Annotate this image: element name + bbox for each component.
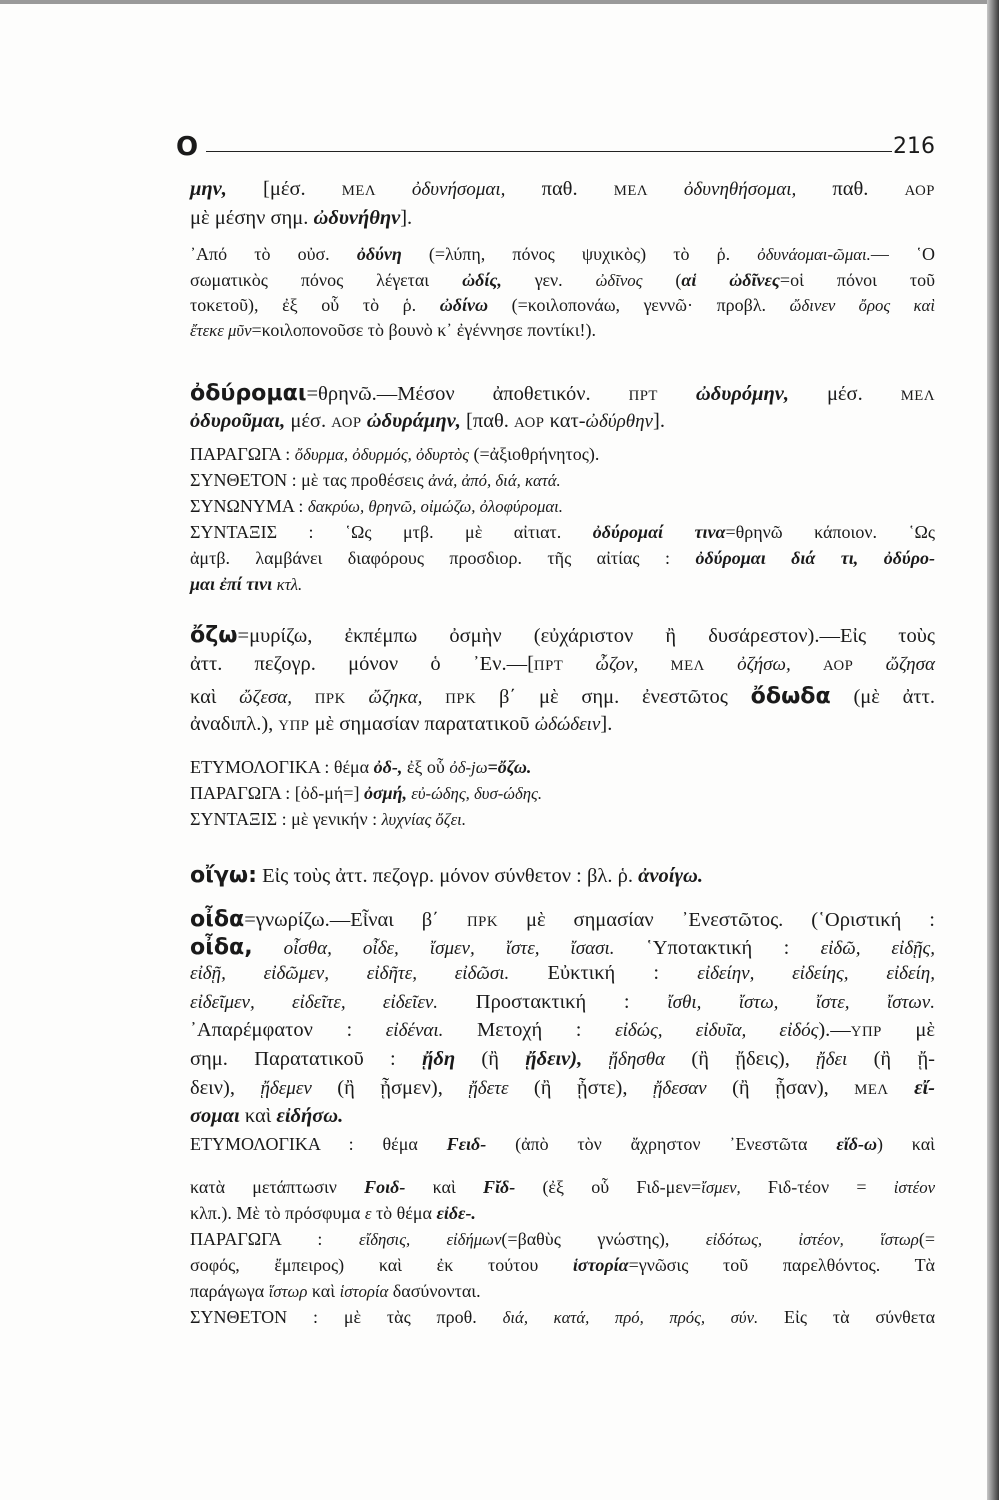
bold-italic-segment: ὠδυνήθην <box>313 207 401 229</box>
bold-italic-segment: ὀδύνη <box>356 244 402 264</box>
italic-segment: κτλ. <box>276 575 303 594</box>
bold-italic-segment: ὠδίς, <box>462 270 502 290</box>
italic-segment: ὦζον, <box>595 654 639 675</box>
text-segment: (ἢ <box>455 1048 526 1070</box>
abbreviation: ΠΡΚ <box>445 691 477 707</box>
text-segment: ]. <box>400 207 413 229</box>
text-line <box>190 178 935 201</box>
text-segment: παράγωγα <box>190 1281 269 1301</box>
text-segment: (ἢ ᾔ- <box>847 1048 935 1070</box>
section-letter: Ο <box>176 132 199 162</box>
text-segment <box>582 1048 608 1070</box>
bold-italic-segment: Ϝῐδ- <box>483 1177 516 1197</box>
bold-italic-segment: ὀδύρομαι διά τι, ὀδύρο- <box>695 548 936 568</box>
abbreviation: ΠΡΚ <box>314 691 346 707</box>
text-segment: — ῾Ο <box>870 244 935 264</box>
text-segment: ΣΥΝΘΕΤΟΝ : μὲ τας προθέσεις <box>190 470 429 490</box>
italic-segment: ἵστωρ <box>268 1282 308 1301</box>
abbreviation: ΠΡΤ <box>533 658 564 674</box>
text-segment: παθ. <box>796 178 905 200</box>
text-segment <box>658 383 696 405</box>
abbreviation: ΜΕΛ <box>341 183 377 199</box>
text-segment: ) καὶ <box>876 1134 935 1154</box>
italic-segment: λυχνίας ὄζει. <box>381 810 467 829</box>
text-segment: ΕΤΥΜΟΛΟΓΙΚΑ : θέμα <box>190 1134 447 1154</box>
text-line <box>190 574 935 595</box>
text-line <box>190 1105 935 1128</box>
text-segment: ᾽Από τὸ οὐσ. <box>190 244 357 264</box>
text-line <box>190 244 935 265</box>
text-segment <box>638 653 670 675</box>
italic-segment: ε <box>364 1204 372 1223</box>
text-segment: μὲ σημασίαν παρατατικοῦ <box>309 713 535 735</box>
italic-segment: ὀδυνηθήσομαι, <box>648 179 797 200</box>
text-line <box>190 934 935 960</box>
text-segment: τοκετοῦ), ἐξ οὗ τὸ ῥ. <box>190 295 440 315</box>
italic-segment: ὤζεσα, <box>239 687 292 708</box>
text-segment: μὲ μέσην σημ. <box>190 207 314 229</box>
text-line <box>190 1203 935 1224</box>
text-line <box>190 1307 935 1328</box>
text-line <box>190 1048 935 1071</box>
text-segment: Εὐκτική : <box>509 962 698 984</box>
text-line <box>190 653 935 676</box>
headword: ὄζω <box>190 622 238 648</box>
text-segment: ΠΑΡΑΓΩΓΑ : <box>190 1229 359 1249</box>
text-line <box>190 410 935 433</box>
text-line <box>190 783 935 804</box>
italic-segment: ᾔδεμεν <box>260 1078 312 1099</box>
abbreviation: ΥΠΡ <box>278 718 310 734</box>
bold-italic-segment: μαι ἐπί τινι <box>190 574 277 594</box>
italic-segment: ᾔδετε <box>468 1078 509 1099</box>
text-line <box>190 1019 935 1042</box>
text-segment: παθ. <box>505 178 614 200</box>
text-segment: μὲ <box>881 1019 936 1041</box>
text-segment: ]. <box>600 713 613 735</box>
italic-segment: ὤζησα <box>885 654 935 675</box>
bold-italic-segment: ὠδυρόμην, <box>695 383 789 405</box>
italic-segment: ἀνά, ἀπό, διά, κατά. <box>428 471 561 490</box>
text-segment: δειν), <box>190 1077 261 1099</box>
text-line <box>190 548 935 569</box>
text-segment: καὶ <box>239 1105 277 1127</box>
italic-segment: ἴσθι, ἴστω, ἴστε, ἴστων. <box>667 992 935 1013</box>
headword: οἴγω: <box>190 862 257 888</box>
text-segment: ΣΥΝΩΝΥΜΑ : <box>190 496 308 516</box>
text-segment: (=ἀξιοθρήνητος). <box>469 444 600 464</box>
text-segment: (ἢ ᾔδεις), <box>665 1048 817 1070</box>
text-line <box>190 444 935 465</box>
italic-segment: εἴδησις, εἰδήμων <box>358 1230 502 1249</box>
text-segment: =οἱ πόνοι τοῦ <box>779 270 936 290</box>
italic-segment: ὠδώδειν <box>534 714 601 735</box>
text-segment: μέσ. <box>285 410 332 432</box>
text-segment: (=λύπη, πόνος ψυχικὸς) τὸ ῥ. <box>401 244 758 264</box>
text-segment: δασύνονται. <box>388 1281 481 1301</box>
abbreviation: ΑΟΡ <box>331 415 362 431</box>
text-segment: Προστακτική : <box>438 991 668 1013</box>
text-segment: (ἢ ᾖσμεν), <box>311 1077 469 1099</box>
bold-italic-segment: Ϝειδ- <box>446 1134 487 1154</box>
italic-segment: ἴσμεν, <box>701 1178 741 1197</box>
text-line <box>190 1177 935 1198</box>
italic-segment: ἰστέον <box>893 1178 935 1197</box>
text-segment: Εἰς τοὺς ἀττ. πεζογρ. μόνον σύνθετον : βλ. ῥ. <box>256 865 639 887</box>
header-rule <box>206 151 892 152</box>
text-segment: β΄ μὲ σημ. ἐνεστῶτος <box>476 686 751 708</box>
text-segment: καὶ <box>190 686 240 708</box>
text-line <box>190 962 935 985</box>
text-segment <box>791 653 823 675</box>
italic-segment: ᾔδησθα <box>608 1049 666 1070</box>
headword: ὀδύρομαι <box>190 380 307 406</box>
italic-segment: εἰδεῖμεν, εἰδεῖτε, εἰδεῖεν. <box>190 992 439 1013</box>
italic-segment: ὤδινεν ὄρος καὶ <box>789 296 935 315</box>
text-segment: ).— <box>818 1019 851 1041</box>
italic-segment: ὤζηκα, <box>368 687 423 708</box>
text-line <box>190 270 935 291</box>
text-segment <box>292 686 315 708</box>
text-segment: ΠΑΡΑΓΩΓΑ : [ὀδ-μή=] <box>190 783 364 803</box>
text-segment: =κοιλοπονοῦσε τὸ βουνὸ κ᾽ ἐγέννησε ποντίκι!). <box>251 320 597 340</box>
abbreviation: ΑΟΡ <box>514 415 545 431</box>
page-number: 216 <box>893 134 935 159</box>
italic-segment: εἰδῶ, εἰδῇς, <box>820 938 936 959</box>
text-segment: ἀττ. πεζογρ. μόνον ὁ ᾽Εν.—[ <box>190 653 534 675</box>
italic-segment: ὠδύρθην <box>585 411 653 432</box>
text-line <box>190 207 935 230</box>
text-segment: μὲ σημασίαν ᾽Ενεστῶτος. (῾Οριστική : <box>498 909 935 931</box>
bold-italic-segment: ὀδύρομαί τινα <box>592 522 726 542</box>
italic-segment: ὀζήσω, <box>737 654 791 675</box>
text-line <box>190 713 935 736</box>
text-segment: =μυρίζω, ἐκπέμπω ὀσμὴν (εὐχάριστον ἢ δυσάρεστον).—Εἰς τοὺς <box>237 625 935 647</box>
abbreviation: ΑΟΡ <box>822 658 854 674</box>
text-segment: ῾Υποτακτική : <box>614 937 821 959</box>
text-segment: (ἀπὸ τὸν ἄχρηστον ᾽Ενεστῶτα <box>486 1134 837 1154</box>
text-line <box>190 1229 935 1250</box>
italic-segment: εἰδότως, ἰστέον, ἵστωρ <box>705 1230 919 1249</box>
bold-italic-segment: αἱ ὠδῖνες <box>681 270 780 290</box>
italic-segment: εἰδώς, εἰδυῖα, εἰδός <box>615 1020 819 1041</box>
text-segment <box>853 653 885 675</box>
text-segment: κατ- <box>544 410 586 432</box>
text-segment: ἀμτβ. λαμβάνει διαφόρους προσδιορ. τῆς αἰτίας : <box>190 548 696 568</box>
bold-italic-segment: ἀνοίγω. <box>638 865 703 887</box>
text-segment: ΕΤΥΜΟΛΟΓΙΚΑ : θέμα <box>190 757 374 777</box>
text-segment <box>705 653 737 675</box>
text-segment: Ϝιδ-τέον = <box>740 1177 894 1197</box>
text-line <box>190 295 935 316</box>
text-segment <box>889 1077 914 1099</box>
bold-italic-segment: =ὄζω. <box>487 757 532 777</box>
bold-italic-segment: ἱστορία <box>572 1255 629 1275</box>
bold-italic-segment: εἴ- <box>914 1077 935 1099</box>
scan-top-edge <box>0 0 999 4</box>
italic-segment: οἶσθα, οἶδε, ἴσμεν, ἴστε, ἴσασι. <box>252 938 615 959</box>
text-segment: =γνωρίζω.—Εἶναι β΄ <box>244 909 467 931</box>
italic-segment: διά, κατά, πρό, πρός, σύν. <box>502 1308 759 1327</box>
text-line <box>190 906 935 932</box>
bold-italic-segment: μην, <box>190 178 227 200</box>
text-segment: [μέσ. <box>226 178 342 200</box>
bold-italic-segment: εἰδε-. <box>436 1203 476 1223</box>
text-segment: (=βαθὺς γνώστης), <box>501 1229 706 1249</box>
scan-right-edge <box>987 0 999 1500</box>
bold-italic-segment: ὀσμή, <box>363 783 408 803</box>
abbreviation: ΠΡΤ <box>628 388 658 404</box>
abbreviation: ΜΕΛ <box>900 388 936 404</box>
text-line <box>190 522 935 543</box>
text-segment: ᾽Απαρέμφατον : <box>190 1019 386 1041</box>
text-segment: ΣΥΝΘΕΤΟΝ : μὲ τὰς προθ. <box>190 1307 503 1327</box>
text-segment: (μὲ ἀττ. <box>830 686 935 708</box>
bold-italic-segment: Ϝοιδ- <box>364 1177 406 1197</box>
text-segment: σωματικὸς πόνος λέγεται <box>190 270 463 290</box>
italic-segment: ὠδῖνος <box>595 271 643 290</box>
italic-segment: ὄδυρμα, ὀδυρμός, ὀδυρτὸς <box>294 445 469 464</box>
text-segment: κατὰ μετάπτωσιν <box>190 1177 365 1197</box>
text-line <box>190 862 935 888</box>
text-segment: μέσ. <box>788 383 901 405</box>
abbreviation: ΜΕΛ <box>613 183 649 199</box>
bold-italic-segment: ὠδυράμην, <box>366 410 461 432</box>
text-segment: (=κοιλοπονάω, γεννῶ· προβλ. <box>488 295 790 315</box>
text-line <box>190 757 935 778</box>
text-segment <box>422 686 445 708</box>
text-segment: (ἢ ᾖσαν), <box>706 1077 855 1099</box>
text-segment: γεν. <box>501 270 596 290</box>
text-line <box>190 320 935 341</box>
text-line <box>190 809 935 830</box>
text-segment: καὶ <box>307 1281 340 1301</box>
text-segment: κλπ.). Μὲ τὸ πρόσφυμα <box>190 1203 365 1223</box>
bold-italic-segment: ὠδίνω <box>439 295 489 315</box>
text-segment <box>346 686 369 708</box>
italic-segment: δακρύω, θρηνῶ, οἰμώζω, ὀλοφύρομαι. <box>307 497 563 516</box>
text-line <box>190 496 935 517</box>
text-segment: ΣΥΝΤΑΞΙΣ : ῾Ως μτβ. μὲ αἰτιατ. <box>190 522 593 542</box>
text-line <box>190 622 935 648</box>
text-segment: =θρηνῶ.—Μέσον ἀποθετικόν. <box>306 383 629 405</box>
text-segment: =γνῶσις τοῦ παρελθόντος. Τὰ <box>628 1255 935 1275</box>
italic-segment: ὀδ-jω <box>449 758 488 777</box>
abbreviation: ΜΕΛ <box>854 1082 889 1098</box>
abbreviation: ΥΠΡ <box>850 1024 882 1040</box>
text-segment: [παθ. <box>460 410 515 432</box>
headword: οἶδα, <box>190 934 253 960</box>
headword: ὄδωδα <box>750 683 831 709</box>
text-segment: σημ. Παρατατικοῦ : <box>190 1048 423 1070</box>
bold-italic-segment: εἴδ-ω <box>836 1134 877 1154</box>
text-segment: σοφός, ἔμπειρος) καὶ ἐκ τούτου <box>190 1255 573 1275</box>
italic-segment: ὀδυνάομαι-ῶμαι. <box>757 245 871 264</box>
bold-italic-segment: εἰδήσω. <box>276 1105 344 1127</box>
text-line <box>190 380 935 406</box>
bold-italic-segment: ὀδ-, <box>373 757 403 777</box>
bold-italic-segment: ὀδυροῦμαι, <box>190 410 286 432</box>
abbreviation: ΑΟΡ <box>904 183 935 199</box>
italic-segment: εἰδείην, εἰδείης, εἰδείη, <box>697 963 935 984</box>
bold-italic-segment: σομαι <box>190 1105 240 1127</box>
text-segment: ἐξ οὗ <box>402 757 450 777</box>
text-line <box>190 1255 935 1276</box>
italic-segment: ᾔδει <box>816 1049 848 1070</box>
text-segment: =θρηνῶ κάποιον. ῾Ως <box>725 522 935 542</box>
text-segment: Μετοχή : <box>443 1019 616 1041</box>
text-segment: τὸ θέμα <box>371 1203 437 1223</box>
text-line <box>190 1134 935 1155</box>
italic-segment: ἱστορία <box>339 1282 389 1301</box>
italic-segment: εἰδῇ, εἰδῶμεν, εἰδῆτε, εἰδῶσι. <box>190 963 510 984</box>
text-segment: καὶ <box>405 1177 483 1197</box>
abbreviation: ΠΡΚ <box>466 914 498 930</box>
text-segment <box>563 653 595 675</box>
abbreviation: ΜΕΛ <box>670 658 705 674</box>
bold-italic-segment: ᾔδη <box>422 1048 456 1070</box>
text-segment: ἀναδιπλ.), <box>190 713 279 735</box>
text-segment: ( <box>642 270 682 290</box>
text-line <box>190 1281 935 1302</box>
headword: οἶδα <box>190 906 245 932</box>
text-segment: Εἰς τὰ σύνθετα <box>758 1307 935 1327</box>
text-segment: (ἐξ οὗ Ϝιδ-μεν= <box>515 1177 702 1197</box>
text-line <box>190 1077 935 1100</box>
text-segment: ΠΑΡΑΓΩΓΑ : <box>190 444 295 464</box>
text-line <box>190 991 935 1014</box>
italic-segment: ὀδυνήσομαι, <box>376 179 506 200</box>
text-segment: (= <box>918 1229 935 1249</box>
bold-italic-segment: ᾔδειν), <box>525 1048 583 1070</box>
italic-segment: εἰδέναι. <box>385 1020 444 1041</box>
text-line <box>190 683 935 709</box>
text-segment: ]. <box>653 410 665 432</box>
text-line <box>190 470 935 491</box>
text-segment: (ἢ ᾖστε), <box>508 1077 653 1099</box>
italic-segment: ᾔδεσαν <box>652 1078 707 1099</box>
text-segment: ΣΥΝΤΑΞΙΣ : μὲ γενικήν : <box>190 809 382 829</box>
italic-segment: εὐ-ώδης, δυσ-ώδης. <box>407 784 543 803</box>
italic-segment: ἔτεκε μῦν <box>190 321 252 340</box>
